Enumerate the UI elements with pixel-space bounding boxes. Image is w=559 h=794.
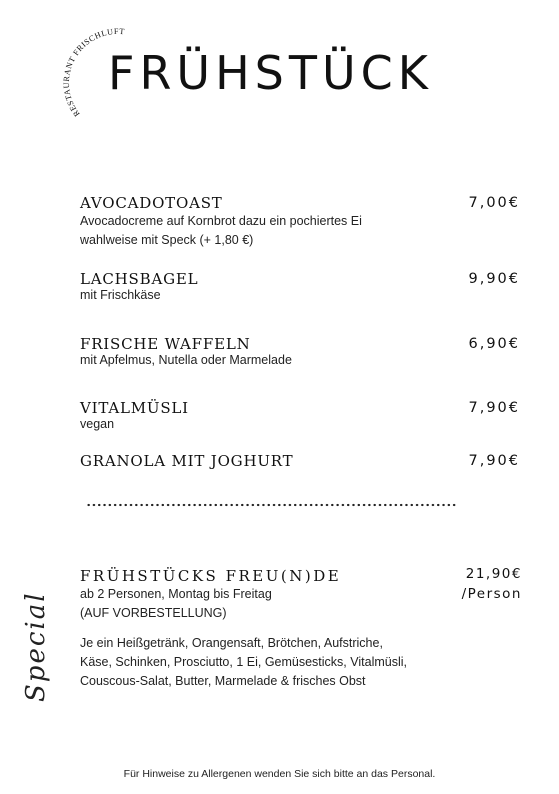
special-detail: (AUF VORBESTELLUNG) [80, 606, 227, 620]
item-description: wahlweise mit Speck (+ 1,80 €) [80, 233, 254, 247]
restaurant-name: RESTAURANT FRISCHLUFT [61, 26, 126, 119]
special-script-label [6, 590, 56, 705]
item-description: mit Apfelmus, Nutella oder Marmelade [80, 353, 292, 367]
item-price: 6,90€ [468, 336, 520, 352]
special-offer [80, 567, 522, 691]
special-detail: ab 2 Personen, Montag bis Freitag [80, 587, 272, 601]
special-price-block [462, 564, 522, 604]
special-price: 21,90€ [465, 566, 522, 582]
special-price-unit: /Person [461, 586, 522, 602]
special-contents-line: Käse, Schinken, Prosciutto, 1 Ei, Gemüsesticks, Vitalmüsli, [80, 655, 407, 669]
menu-item [80, 194, 520, 250]
item-name: AVOCADOTOAST [80, 194, 223, 212]
allergen-notice: Für Hinweise zu Allergenen wenden Sie sich bitte an das Personal. [123, 768, 436, 780]
item-price: 9,90€ [468, 271, 520, 287]
item-name: VITALMÜSLI [80, 399, 189, 417]
special-contents [80, 634, 522, 691]
dotted-divider [86, 503, 456, 507]
menu-item [80, 399, 520, 432]
item-name: LACHSBAGEL [80, 270, 199, 288]
item-price: 7,90€ [468, 453, 520, 469]
item-description: vegan [80, 417, 115, 431]
item-description: Avocadocreme auf Kornbrot dazu ein pochiertes Ei [80, 214, 362, 228]
menu-item [80, 452, 520, 470]
item-price: 7,90€ [468, 400, 520, 416]
page-title: FRÜHSTÜCK [108, 46, 433, 100]
item-price: 7,00€ [468, 195, 520, 211]
item-description: mit Frischkäse [80, 288, 161, 302]
special-contents-line: Je ein Heißgetränk, Orangensaft, Brötchen, Aufstriche, [80, 636, 383, 650]
special-name: FRÜHSTÜCKS FREU(N)DE [80, 567, 342, 585]
item-name: GRANOLA MIT JOGHURT [80, 452, 294, 470]
special-contents-line: Couscous-Salat, Butter, Marmelade & frisches Obst [80, 674, 366, 688]
svg-text:Special: Special [21, 591, 51, 702]
menu-item [80, 270, 520, 303]
menu-item [80, 335, 520, 368]
item-name: FRISCHE WAFFELN [80, 335, 251, 353]
